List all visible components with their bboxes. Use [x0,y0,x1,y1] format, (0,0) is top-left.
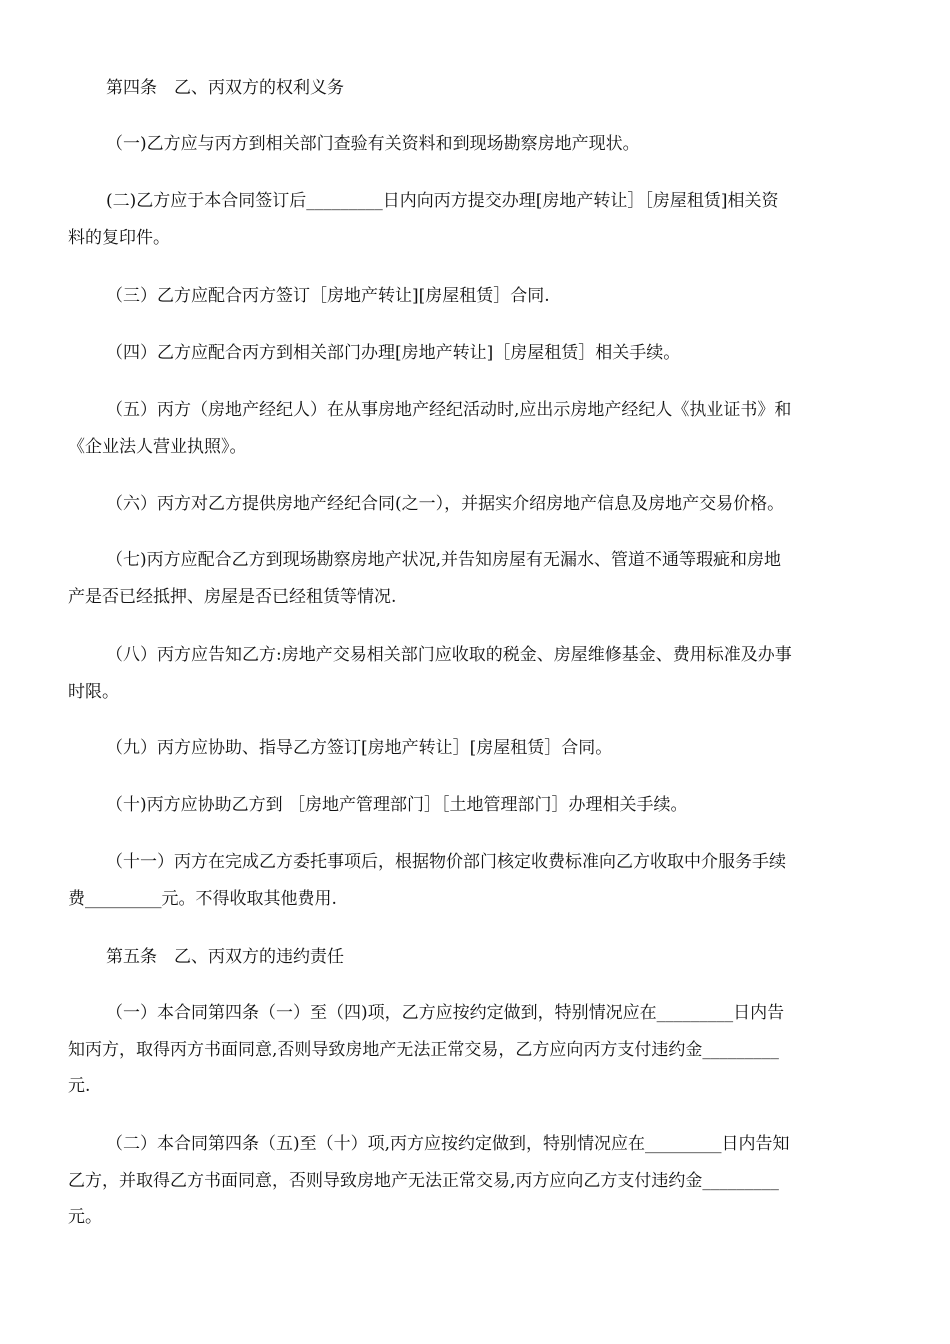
text-line: （三）乙方应配合丙方签订［房地产转让][房屋租赁］合同. [106,286,550,306]
clause-4-1 [68,126,876,163]
text-line: （六）丙方对乙方提供房地产经纪合同(之一），并据实介绍房地产信息及房地产交易价格。 [106,494,785,514]
text-line: （十一）丙方在完成乙方委托事项后，根据物价部门核定收费标准向乙方收取中介服务手续 [106,852,786,872]
clause-4-2 [68,183,876,256]
text-line: 知丙方，取得丙方书面同意,否则导致房地产无法正常交易，乙方应向丙方支付违约金_________ [68,1039,779,1060]
text-line: （二）本合同第四条（五)至（十）项,丙方应按约定做到，特别情况应在_________日内告知 [106,1134,790,1154]
text-line: （十)丙方应协助乙方到 ［房地产管理部门］［土地管理部门］办理相关手续。 [106,795,688,815]
text-line: （九）丙方应协助、指导乙方签订[房地产转让］[房屋租赁］合同。 [106,738,613,758]
text-line: 第五条 乙、丙双方的违约责任 [106,947,344,967]
clause-4-4 [68,335,876,372]
clause-4-10 [68,787,876,824]
text-line: （一）本合同第四条（一）至（四)项，乙方应按约定做到，特别情况应在_________日内告 [106,1003,785,1023]
text-line: 时限。 [68,681,119,702]
article-five-heading [68,939,876,976]
clause-4-3 [68,278,876,315]
text-line: 料的复印件。 [68,227,170,248]
text-line: (二)乙方应于本合同签订后_________日内向丙方提交办理[房地产转让］［房屋租赁]相关资 [106,191,779,211]
clause-5-2 [68,1126,876,1236]
clause-5-1 [68,995,876,1105]
clause-4-9 [68,730,876,767]
text-line: 《企业法人营业执照》。 [68,436,247,457]
article-four-heading [68,70,876,107]
text-line: （五）丙方（房地产经纪人）在从事房地产经纪活动时,应出示房地产经纪人《执业证书》和 [106,400,792,420]
text-line: 第四条 乙、丙双方的权利义务 [106,78,344,98]
text-line: （一)乙方应与丙方到相关部门查验有关资料和到现场勘察房地产现状。 [106,134,640,154]
text-line: 元。 [68,1207,102,1227]
clause-4-11 [68,844,876,917]
text-line: （四）乙方应配合丙方到相关部门办理[房地产转让]［房屋租赁］相关手续。 [106,343,681,363]
text-line: （八）丙方应告知乙方:房地产交易相关部门应收取的税金、房屋维修基金、费用标准及办事 [106,645,792,665]
clause-4-8 [68,637,876,710]
clause-4-6 [68,486,876,523]
text-line: （七)丙方应配合乙方到现场勘察房地产状况,并告知房屋有无漏水、管道不通等瑕疵和房地 [106,550,782,570]
clause-4-7 [68,542,876,615]
text-line: 产是否已经抵押、房屋是否已经租赁等情况. [68,586,397,607]
text-line: 乙方，并取得乙方书面同意，否则导致房地产无法正常交易,丙方应向乙方支付违约金_________ [68,1170,779,1191]
clause-4-5 [68,392,876,465]
text-line: 费_________元。不得收取其他费用. [68,888,337,909]
text-line: 元. [68,1076,91,1096]
